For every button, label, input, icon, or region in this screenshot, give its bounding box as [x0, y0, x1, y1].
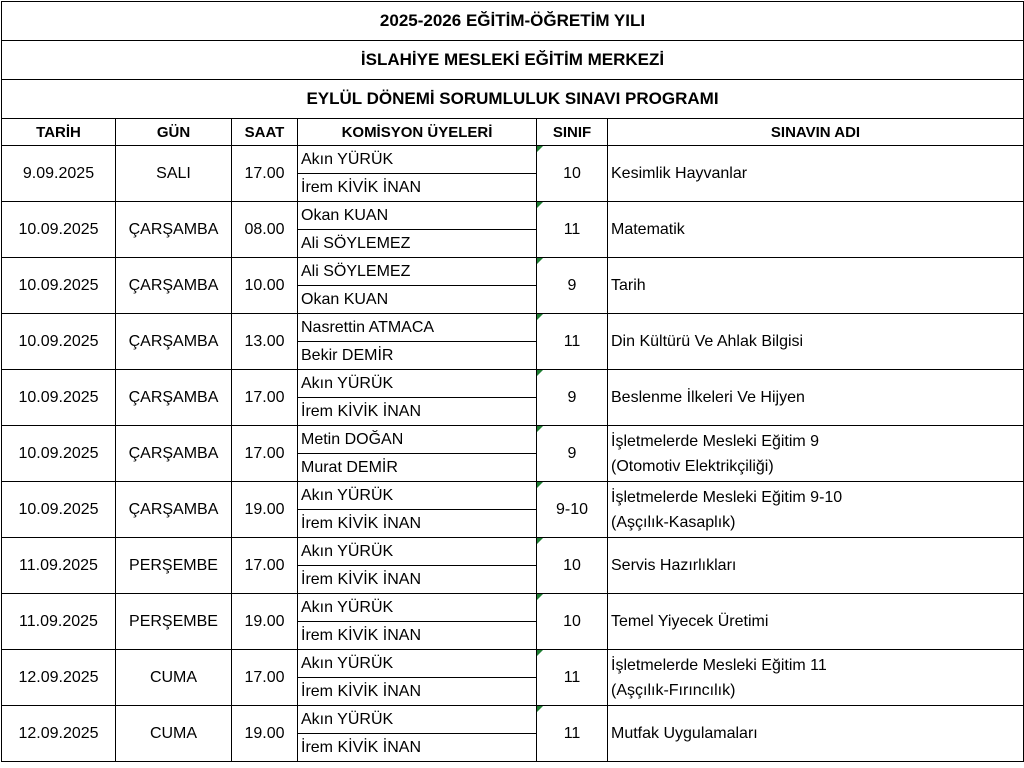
exam-row [2, 258, 1024, 286]
exam-time: 17.00 [232, 426, 298, 482]
exam-subject-line-1: Beslenme İlkeleri Ve Hijyen [611, 389, 805, 406]
header-row [2, 119, 1024, 146]
exam-day: SALI [116, 146, 232, 202]
exam-date: 12.09.2025 [2, 706, 116, 762]
exam-date: 11.09.2025 [2, 538, 116, 594]
exam-subject [608, 426, 1024, 482]
exam-day: ÇARŞAMBA [116, 426, 232, 482]
exam-subject-line-2: (Aşçılık-Kasaplık) [611, 513, 736, 531]
header-committee: KOMİSYON ÜYELERİ [298, 119, 537, 146]
exam-time: 17.00 [232, 538, 298, 594]
header-date: TARİH [2, 119, 116, 146]
exam-row [2, 146, 1024, 174]
committee-member-2: İrem KİVİK İNAN [298, 510, 537, 538]
exam-subject [608, 370, 1024, 426]
exam-subject-line-1: Kesimlik Hayvanlar [611, 165, 748, 182]
committee-member-2: İrem KİVİK İNAN [298, 622, 537, 650]
exam-class: 10 [537, 538, 608, 594]
exam-time: 13.00 [232, 314, 298, 370]
exam-date: 11.09.2025 [2, 594, 116, 650]
committee-member-2: Murat DEMİR [298, 454, 537, 482]
exam-class: 9 [537, 258, 608, 314]
exam-date: 10.09.2025 [2, 258, 116, 314]
exam-subject [608, 594, 1024, 650]
exam-schedule-table [1, 1, 1024, 762]
program-title: EYLÜL DÖNEMİ SORUMLULUK SINAVI PROGRAMI [2, 80, 1024, 119]
exam-subject [608, 258, 1024, 314]
exam-subject-line-1: Mutfak Uygulamaları [611, 725, 758, 742]
exam-subject-line-1: Temel Yiyecek Üretimi [611, 613, 769, 630]
exam-time: 17.00 [232, 146, 298, 202]
committee-member-2: Okan KUAN [298, 286, 537, 314]
exam-row [2, 538, 1024, 566]
committee-member-1: Ali SÖYLEMEZ [298, 258, 537, 286]
exam-date: 10.09.2025 [2, 482, 116, 538]
exam-day: ÇARŞAMBA [116, 370, 232, 426]
exam-time: 17.00 [232, 370, 298, 426]
exam-date: 10.09.2025 [2, 314, 116, 370]
exam-time: 08.00 [232, 202, 298, 258]
exam-class: 10 [537, 146, 608, 202]
exam-row [2, 202, 1024, 230]
exam-time: 17.00 [232, 650, 298, 706]
exam-day: ÇARŞAMBA [116, 258, 232, 314]
exam-row [2, 706, 1024, 734]
exam-row [2, 650, 1024, 678]
committee-member-1: Akın YÜRÜK [298, 706, 537, 734]
exam-class: 9-10 [537, 482, 608, 538]
committee-member-1: Akın YÜRÜK [298, 370, 537, 398]
exam-row [2, 482, 1024, 510]
header-time: SAAT [232, 119, 298, 146]
committee-member-2: İrem KİVİK İNAN [298, 734, 537, 762]
school-name-title: İSLAHİYE MESLEKİ EĞİTİM MERKEZİ [2, 41, 1024, 80]
committee-member-1: Nasrettin ATMACA [298, 314, 537, 342]
exam-time: 19.00 [232, 706, 298, 762]
committee-member-1: Akın YÜRÜK [298, 594, 537, 622]
exam-subject [608, 314, 1024, 370]
committee-member-1: Akın YÜRÜK [298, 146, 537, 174]
committee-member-2: İrem KİVİK İNAN [298, 678, 537, 706]
exam-class: 11 [537, 706, 608, 762]
exam-subject [608, 482, 1024, 538]
header-day: GÜN [116, 119, 232, 146]
exam-subject-line-2: (Aşçılık-Fırıncılık) [611, 681, 736, 699]
committee-member-2: Bekir DEMİR [298, 342, 537, 370]
committee-member-2: İrem KİVİK İNAN [298, 174, 537, 202]
exam-subject-line-1: Servis Hazırlıkları [611, 557, 737, 574]
committee-member-2: Ali SÖYLEMEZ [298, 230, 537, 258]
exam-day: CUMA [116, 650, 232, 706]
exam-day: PERŞEMBE [116, 538, 232, 594]
exam-subject-line-2: (Otomotiv Elektrikçiliği) [611, 457, 774, 475]
exam-class: 10 [537, 594, 608, 650]
exam-subject [608, 146, 1024, 202]
exam-class: 11 [537, 202, 608, 258]
exam-date: 10.09.2025 [2, 370, 116, 426]
exam-subject-line-1: İşletmelerde Mesleki Eğitim 11 [611, 656, 827, 674]
exam-subject [608, 202, 1024, 258]
exam-day: ÇARŞAMBA [116, 482, 232, 538]
header-class: SINIF [537, 119, 608, 146]
exam-time: 10.00 [232, 258, 298, 314]
exam-date: 10.09.2025 [2, 426, 116, 482]
exam-class: 9 [537, 426, 608, 482]
exam-subject-line-1: İşletmelerde Mesleki Eğitim 9-10 [611, 488, 843, 506]
exam-subject-line-1: İşletmelerde Mesleki Eğitim 9 [611, 432, 820, 450]
exam-class: 11 [537, 314, 608, 370]
academic-year-title: 2025-2026 EĞİTİM-ÖĞRETİM YILI [2, 2, 1024, 41]
exam-subject-line-1: Tarih [611, 277, 646, 294]
exam-class: 11 [537, 650, 608, 706]
exam-subject [608, 706, 1024, 762]
exam-time: 19.00 [232, 594, 298, 650]
committee-member-1: Metin DOĞAN [298, 426, 537, 454]
exam-row [2, 426, 1024, 454]
exam-subject-line-1: Din Kültürü Ve Ahlak Bilgisi [611, 333, 804, 350]
exam-subject [608, 538, 1024, 594]
committee-member-1: Akın YÜRÜK [298, 538, 537, 566]
committee-member-1: Akın YÜRÜK [298, 650, 537, 678]
exam-row [2, 370, 1024, 398]
exam-row [2, 594, 1024, 622]
committee-member-2: İrem KİVİK İNAN [298, 566, 537, 594]
exam-date: 12.09.2025 [2, 650, 116, 706]
committee-member-1: Akın YÜRÜK [298, 482, 537, 510]
exam-row [2, 314, 1024, 342]
header-exam: SINAVIN ADI [608, 119, 1024, 146]
exam-day: ÇARŞAMBA [116, 314, 232, 370]
exam-subject [608, 650, 1024, 706]
exam-day: ÇARŞAMBA [116, 202, 232, 258]
committee-member-1: Okan KUAN [298, 202, 537, 230]
exam-time: 19.00 [232, 482, 298, 538]
exam-class: 9 [537, 370, 608, 426]
committee-member-2: İrem KİVİK İNAN [298, 398, 537, 426]
exam-date: 10.09.2025 [2, 202, 116, 258]
exam-subject-line-1: Matematik [611, 221, 685, 238]
exam-day: PERŞEMBE [116, 594, 232, 650]
exam-day: CUMA [116, 706, 232, 762]
exam-date: 9.09.2025 [2, 146, 116, 202]
